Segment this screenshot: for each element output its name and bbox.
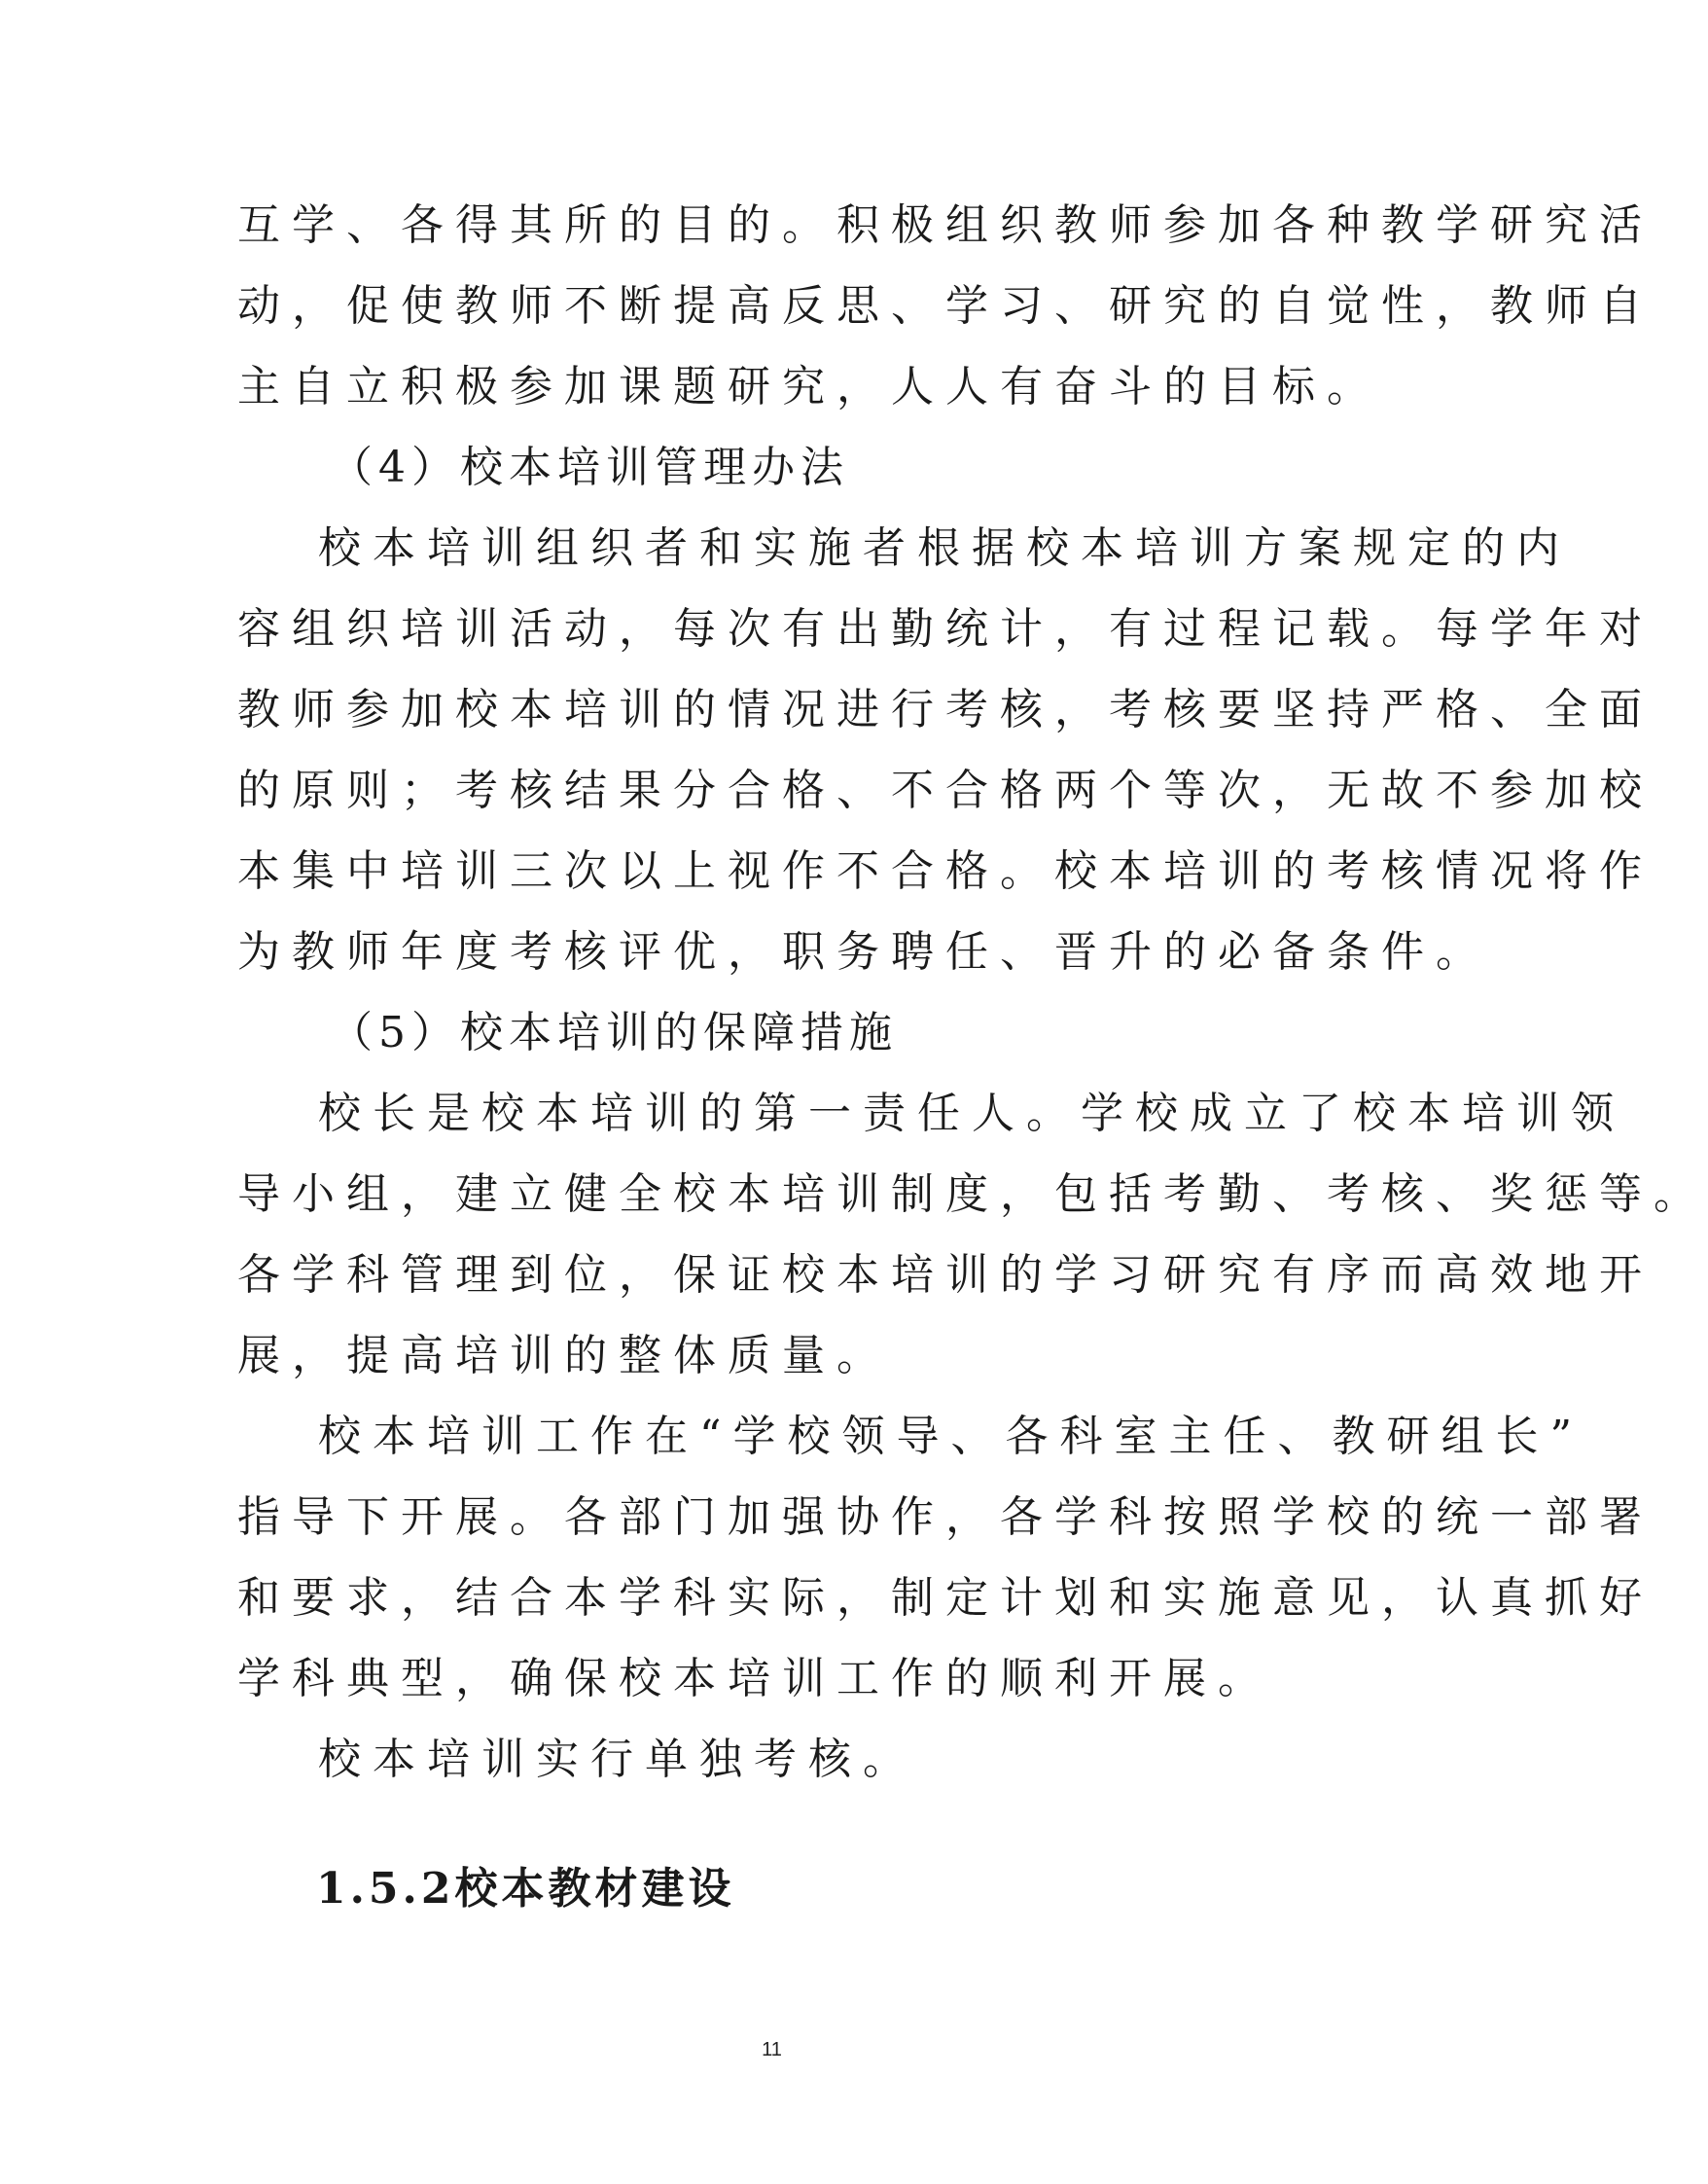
text-line: 展，提高培训的整体质量。 [237, 1331, 891, 1380]
text-line: 校本培训组织者和实施者根据校本培训方案规定的内 [318, 523, 1571, 573]
body-text [237, 199, 1708, 1814]
subsection-heading-5: （5）校本培训的保障措施 [330, 1008, 898, 1057]
text-line: 容组织培训活动，每次有出勤统计，有过程记载。每学年对 [237, 604, 1654, 654]
text-line: 和要求，结合本学科实际，制定计划和实施意见，认真抓好 [237, 1573, 1654, 1623]
text-line: 的原则；考核结果分合格、不合格两个等次，无故不参加校 [237, 766, 1654, 815]
text-line: 校本培训实行单独考核。 [318, 1735, 917, 1784]
section-heading: 1.5.2校本教材建设 [316, 1864, 735, 1914]
text-line: 为教师年度考核评优，职务聘任、晋升的必备条件。 [237, 927, 1490, 977]
page-number: 11 [762, 2039, 782, 2060]
text-line: 学科典型，确保校本培训工作的顺利开展。 [237, 1654, 1272, 1703]
text-line: 校长是校本培训的第一责任人。学校成立了校本培训领 [318, 1089, 1625, 1138]
text-line: 动，促使教师不断提高反思、学习、研究的自觉性，教师自 [237, 281, 1654, 331]
text-line: 校本培训工作在“学校领导、各科室主任、教研组长” [318, 1412, 1583, 1461]
text-line: 互学、各得其所的目的。积极组织教师参加各种教学研究活 [237, 200, 1654, 250]
text-line: 本集中培训三次以上视作不合格。校本培训的考核情况将作 [237, 846, 1654, 896]
text-line: 各学科管理到位，保证校本培训的学习研究有序而高效地开 [237, 1250, 1654, 1300]
text-line: 主自立积极参加课题研究，人人有奋斗的目标。 [237, 362, 1381, 412]
subsection-heading-4: （4）校本培训管理办法 [330, 443, 849, 492]
text-line: 教师参加校本培训的情况进行考核，考核要坚持严格、全面 [237, 685, 1654, 734]
text-line: 指导下开展。各部门加强协作，各学科按照学校的统一部署 [237, 1492, 1654, 1542]
text-line: 导小组，建立健全校本培训制度，包括考勤、考核、奖惩等。 [237, 1169, 1708, 1219]
